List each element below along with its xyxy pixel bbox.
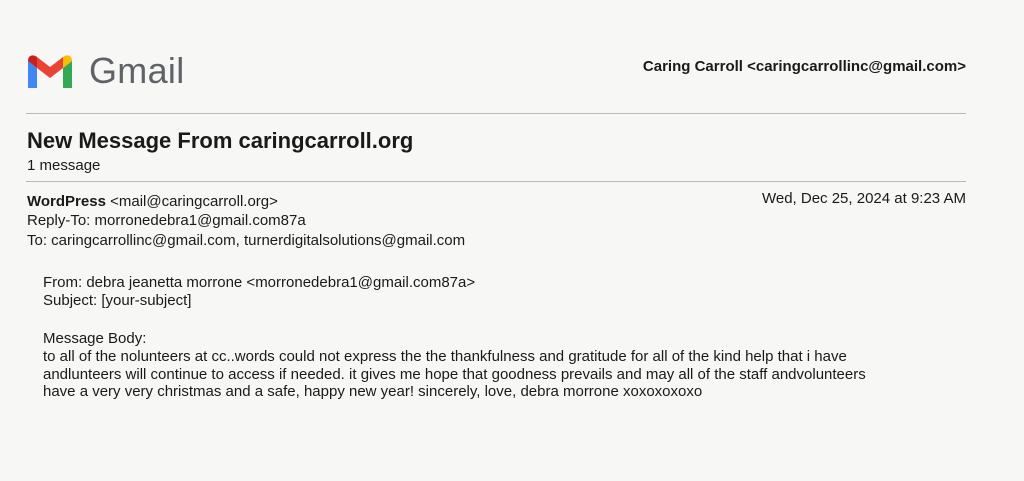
message-date: Wed, Dec 25, 2024 at 9:23 AM xyxy=(761,190,966,207)
form-subject-line: Subject: [your-subject] xyxy=(43,292,192,309)
gmail-logo-icon xyxy=(25,52,75,90)
thread-subject: New Message From caringcarroll.org xyxy=(27,128,414,153)
form-from-line: From: debra jeanetta morrone <morronedebra1@gmail.com87a> xyxy=(43,274,476,291)
message-body-line: andlunteers will continue to access if needed. it gives me hope that goodness prevails and may all of the staff andvolunteers xyxy=(43,365,866,383)
message-body-label: Message Body: xyxy=(43,330,147,347)
message-body-line: have a very very christmas and a safe, happy new year! sincerely, love, debra morrone xoxoxoxoxo xyxy=(43,383,703,400)
to-line: To: caringcarrollinc@gmail.com, turnerdigitalsolutions@gmail.com xyxy=(27,232,466,249)
message-body-line: to all of the nolunteers at cc..words could not express the the thankfulness and gratitude for all of the kind help that i have xyxy=(43,348,847,365)
message-count: 1 message xyxy=(27,157,101,174)
gmail-wordmark: Gmail xyxy=(89,50,185,91)
account-address: Caring Carroll <caringcarrollinc@gmail.com> xyxy=(642,58,966,75)
sender-name: WordPress xyxy=(27,193,106,210)
sender-email: <mail@caringcarroll.org> xyxy=(110,193,278,210)
gmail-brand xyxy=(25,50,185,92)
thread-divider xyxy=(26,181,966,182)
message-body xyxy=(43,348,973,401)
header-divider xyxy=(26,113,966,114)
sender-line xyxy=(27,192,278,211)
reply-to-line: Reply-To: morronedebra1@gmail.com87a xyxy=(27,212,306,229)
